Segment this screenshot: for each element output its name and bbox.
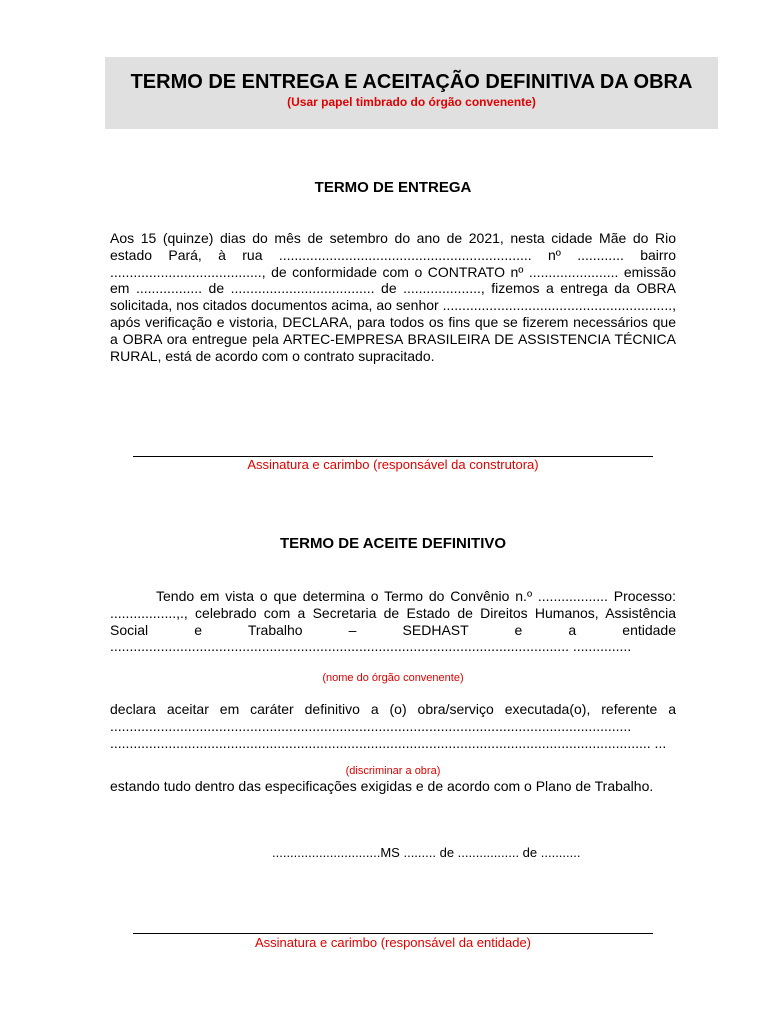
paragraph-aceite-1: [110, 588, 676, 655]
paragraph-aceite-3: estando tudo dentro das especificações exigidas e de acordo com o Plano de Trabalho.: [110, 778, 654, 794]
note-orgao-convenente: (nome do órgão convenente): [322, 672, 464, 684]
paragraph-entrega: Aos 15 (quinze) dias do mês de setembro do ano de 2021, nesta cidade Mãe do Rio estado Pará, à rua ................................................................. nº ............ bairro ......................................., de conformidade com o CONTRATO nº ....................... emissão em ................. de ..................................... de ...................., fizemos a entrega da OBRA solicitada, nos citados documentos acima, ao senhor ..........................................................., após verificação e vistoria, DECLARA, para todos os fins que se fizerem necessários que a OBRA ora entregue pela ARTEC-EMPRESA BRASILEIRA DE ASSISTENCIA TÉCNICA RURAL, está de acordo com o contrato supracitado.: [110, 230, 676, 364]
document-title: TERMO DE ENTREGA E ACEITAÇÃO DEFINITIVA DA OBRA: [130, 71, 693, 93]
paragraph-aceite-2: declara aceitar em caráter definitivo a (o) obra/serviço executada(o), referente a ...................................................................................................................................... ........................................................................................................................................... ...: [110, 701, 676, 751]
section-title-entrega: TERMO DE ENTREGA: [314, 179, 472, 196]
document-subtitle: (Usar papel timbrado do órgão convenente): [287, 95, 536, 109]
date-line: ..............................MS ......... de ................. de ...........: [272, 845, 581, 860]
section-title-aceite: TERMO DE ACEITE DEFINITIVO: [279, 535, 507, 552]
signature-line-entidade: [133, 933, 653, 934]
document-header: [105, 57, 718, 129]
signature-caption-entidade: Assinatura e carimbo (responsável da entidade): [254, 935, 532, 950]
signature-caption-construtora: Assinatura e carimbo (responsável da construtora): [247, 457, 539, 472]
note-discriminar-obra: (discriminar a obra): [345, 765, 441, 777]
paragraph-aceite-1-text: Tendo em vista o que determina o Termo do Convênio n.º .................. Processo: .................,., celebrado com a Secretaria de Estado de Direitos Humanos, Assistência Social e Trabalho – SEDHAST e a entidade ...................................................................................................................... ...............: [110, 588, 676, 655]
